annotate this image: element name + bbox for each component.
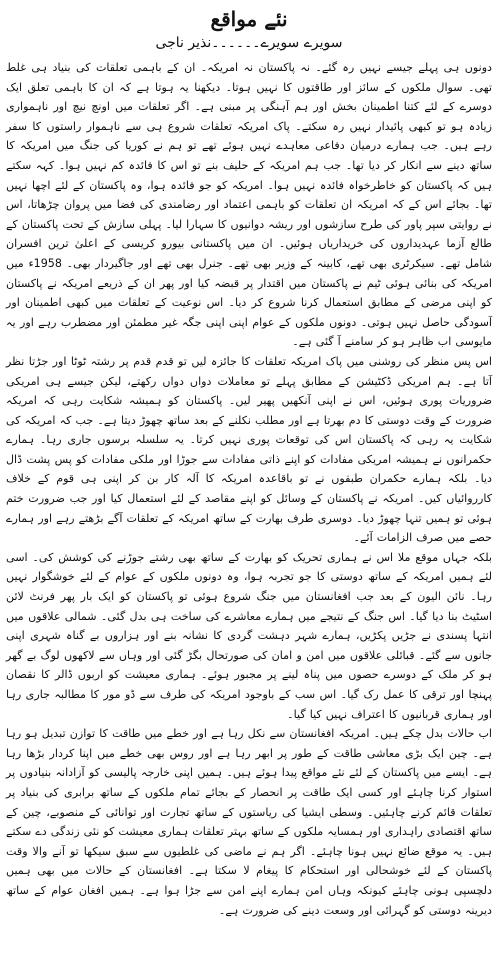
article-paragraph: اس پس منظر کی روشنی میں پاک امریکہ تعلقات کا جائزہ لیں تو قدم قدم پر رشتہ ٹوٹا اور جڑتا نظر آتا ہے۔ ہم امریکی ڈکٹیشن کے مطابق پہلے تو معاملات دواں دواں رکھتے، لیکن جیسے ہی امریکی ضروریات پوری ہوئیں، اس نے اپنی آنکھیں پھیر لیں۔ پاکستان کو ہمیشہ شکایت رہی کہ امریکہ ضرورت کے وقت دوستی کا دم بھرتا ہے اور مطلب نکلنے کے بعد ساتھ چھوڑ دیتا ہے۔ جب کہ امریکہ کی شکایت یہ رہی کہ پاکستان اس کی توقعات پوری نہیں کرتا۔ یہ سلسلہ برسوں جاری رہا۔ ہمارے حکمرانوں نے ہمیشہ امریکی مفادات کو اپنے ذاتی مفادات سے جوڑا اور ملکی مفادات کو پس پشت ڈال دیا۔ بلکہ ہمارے حکمران طبقوں نے تو باقاعدہ امریکہ کا آلہ کار بن کر اپنی ہی قوم کے خلاف کارروائیاں کیں۔ امریکہ نے پاکستان کے وسائل کو اپنے مقاصد کے لئے استعمال کیا اور جب ضرورت ختم ہوئی تو ہمیں تنہا چھوڑ دیا۔ دوسری طرف بھارت کے ساتھ امریکہ کے تعلقات آگے بڑھتے رہے اور ہمارے حصے میں صرف الزامات آئے۔ (6, 354, 492, 545)
article-paragraph: بلکہ جہاں موقع ملا اس نے ہماری تحریک کو بھارت کے ساتھ بھی رشتے جوڑنے کی کوشش کی۔ اسی لئے ہمیں امریکہ کے ساتھ دوستی کا جو تجربہ ہوا، وہ دونوں ملکوں کے عوام کے لئے خوشگوار نہیں رہا۔ نائن الیون کے بعد جب افغانستان میں جنگ شروع ہوئی تو پاکستان کو ایک بار پھر فرنٹ لائن اسٹیٹ بنا دیا گیا۔ اس جنگ کے نتیجے میں ہمارے معاشرے کی ساخت ہی بدل گئی۔ شمالی علاقوں میں انتہا پسندی نے جڑیں پکڑیں، ہمارے شہر دہشت گردی کا نشانہ بنے اور ہزاروں بے گناہ شہری اپنی جانوں سے گئے۔ قبائلی علاقوں میں امن و امان کی صورتحال بگڑ گئی اور وہاں سے لاکھوں لوگ بے گھر ہو کر ملک کے دوسرے حصوں میں پناہ لینے پر مجبور ہوئے۔ ہماری معیشت کو اربوں ڈالر کا نقصان پہنچا اور ترقی کا عمل رک گیا۔ اس سب کے باوجود امریکہ کی طرف سے ڈو مور کا مطالبہ جاری رہا اور ہماری قربانیوں کا اعتراف نہیں کیا گیا۔ (6, 550, 492, 721)
byline: سویرے سویرے۔۔۔۔۔۔نذیر ناجی (155, 35, 343, 51)
article-paragraph: دونوں ہی پہلے جیسے نہیں رہ گئے۔ نہ پاکستان نہ امریکہ۔ ان کے باہمی تعلقات کی بنیاد ہی غلط تھی۔ سوال ملکوں کے سائز اور طاقتوں کا نہیں ہوتا۔ دیکھنا یہ ہوتا ہے کہ ان کا باہمی تعلق ایک دوسرے کے لئے کتنا اطمینان بخش اور ہم آہنگی پر مبنی ہے۔ اگر تعلقات میں اونچ نیچ اور ناہمواری زیادہ ہو تو کبھی پائیدار نہیں رہ سکتے۔ پاک امریکہ تعلقات شروع ہی سے ناہموار راستوں کا سفر رہے ہیں۔ جب ہمارے درمیان دفاعی معاہدے نہیں ہوئے تھے تو ہم نے کوریا کی جنگ میں امریکہ کا ساتھ دینے سے انکار کر دیا تھا۔ جب ہم امریکہ کے حلیف بنے تو اس کا فائدہ کم نہیں ہوا۔ کہہ سکتے ہیں کہ پاکستان کو خاطرخواہ فائدہ نہیں ہوا۔ امریکہ کو جو فائدہ ہوا، وہ پاکستان کے لئے اچھا نہیں تھا۔ بجائے اس کے کہ امریکہ ان تعلقات کو باہمی اعتماد اور رضامندی کی فضا میں پروان چڑھاتا، اس نے روایتی سپر پاور کی طرح سازشوں اور ریشہ دوانیوں کا سہارا لیا۔ پہلی سازش کے تحت پاکستان کے طالع آزما عہدیداروں کی خریداریاں ہوئیں۔ ان میں پاکستانی بیورو کریسی کے اعلیٰ ترین افسران شامل تھے۔ سیکرٹری بھی تھے، کابینہ کے وزیر بھی تھے۔ جنرل بھی تھے اور جاگیردار بھی۔ 1958ء میں امریکہ کی بنائی ہوئی ٹیم نے پاکستان میں اقتدار پر قبضہ کیا اور پھر ان کے ذریعے امریکہ نے پاکستان کو اپنی مرضی کے مطابق استعمال کرنا شروع کر دیا۔ اس نوعیت کے تعلقات میں کبھی اطمینان اور آسودگی حاصل نہیں ہوتی۔ دونوں ملکوں کے عوام اپنی اپنی جگہ غیر مطمئن اور مضطرب رہے اور یہ مایوسی اب ظاہر ہو کر سامنے آ گئی ہے۔ (6, 61, 492, 349)
page-title: نئے مواقع (210, 7, 288, 31)
article-paragraph: اب حالات بدل چکے ہیں۔ امریکہ افغانستان سے نکل رہا ہے اور خطے میں طاقت کا توازن تبدیل ہو رہا ہے۔ چین ایک بڑی معاشی طاقت کے طور پر ابھر رہا ہے اور روس بھی خطے میں اپنا کردار بڑھا رہا ہے۔ ایسے میں پاکستان کے لئے نئے مواقع پیدا ہوئے ہیں۔ ہمیں اپنی خارجہ پالیسی کو آزادانہ بنیادوں پر استوار کرنا چاہئے اور کسی ایک طاقت پر انحصار کے بجائے تمام ملکوں کے ساتھ برابری کی بنیاد پر تعلقات قائم کرنے چاہئیں۔ وسطی ایشیا کی ریاستوں کے ساتھ تجارت اور توانائی کے منصوبے، چین کے ساتھ اقتصادی راہداری اور ہمسایہ ملکوں کے ساتھ بہتر تعلقات ہماری معیشت کو نئی زندگی دے سکتے ہیں۔ یہ موقع ضائع نہیں ہونا چاہئے۔ اگر ہم نے ماضی کی غلطیوں سے سبق سیکھا تو آنے والا وقت پاکستان کے لئے خوشحالی اور استحکام کا پیغام لا سکتا ہے۔ افغانستان کے حالات میں بھی ہمیں دلچسپی ہونی چاہئے کیونکہ وہاں امن ہمارے اپنے امن سے جڑا ہوا ہے۔ ہمیں افغان عوام کے ساتھ دیرینہ دوستی کو گہرائی اور وسعت دینے کی ضرورت ہے۔ (6, 727, 492, 917)
article-body (6, 58, 492, 920)
